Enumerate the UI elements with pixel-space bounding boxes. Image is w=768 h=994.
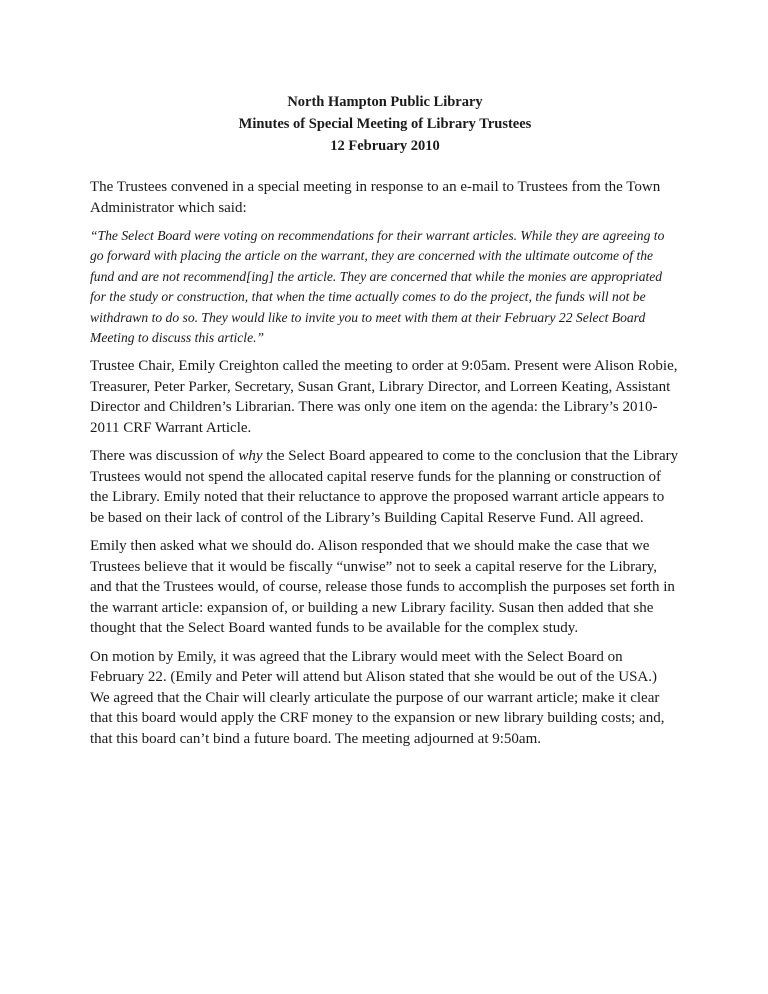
intro-paragraph: The Trustees convened in a special meeting in response to an e-mail to Trustees from the Town Administrator which said: (90, 179, 661, 216)
discussion-text-end: the Select Board appeared to come to the conclusion that the Library Trustees would not spend the allocated capital reserve funds for the planning or construction of the Library. Emily noted that their reluctance to approve the proposed warrant article appears to be based on their lack of control of the Library’s Building Capital Reserve Fund. All agreed. (90, 448, 679, 526)
emily-asked-paragraph: Emily then asked what we should do. Alison responded that we should make the case that we Trustees believe that it would be fiscally “unwise” not to seek a capital reserve for the Library, and that the Trustees would, of course, release those funds to accomplish the purposes set forth in the warrant article: expansion of, or building a new Library facility. Susan then added that she thought that the Select Board wanted funds to be available for the complex study. (90, 538, 675, 637)
meeting-date: 12 February 2010 (330, 138, 440, 154)
discussion-paragraph (90, 446, 680, 528)
discussion-emphasis: why (238, 448, 263, 465)
motion-paragraph: On motion by Emily, it was agreed that the Library would meet with the Select Board on February 22. (Emily and Peter will attend but Alison stated that she would be out of the USA.) We agreed that the Chair will clearly articulate the purpose of our warrant article; make it clear that this board would apply the CRF money to the expansion or new library building costs; and, that this board can’t bind a future board. The meeting adjourned at 9:50am. (90, 648, 665, 747)
call-to-order-paragraph: Trustee Chair, Emily Creighton called the meeting to order at 9:05am. Present were Alison Robie, Treasurer, Peter Parker, Secretary, Susan Grant, Library Director, and Lorreen Keating, Assistant Director and Children’s Librarian. There was only one item on the agenda: the Library’s 2010-2011 CRF Warrant Article. (90, 358, 678, 436)
email-quote: “The Select Board were voting on recommendations for their warrant articles. While they are agreeing to go forward with placing the article on the warrant, they are concerned with the ultimate outcome of the fund and are not recommend[ing] the article. They are concerned that while the monies are appropriated for the study or construction, that when the time actually comes to do the project, the funds will not be withdrawn to do so. They would like to invite you to meet with them at their February 22 Select Board Meeting to discuss this article.” (90, 228, 665, 346)
library-name: North Hampton Public Library (287, 94, 483, 110)
document-page (90, 91, 680, 757)
document-header (90, 91, 680, 157)
discussion-text-start: There was discussion of (90, 448, 239, 465)
document-title: Minutes of Special Meeting of Library Trustees (238, 116, 532, 132)
